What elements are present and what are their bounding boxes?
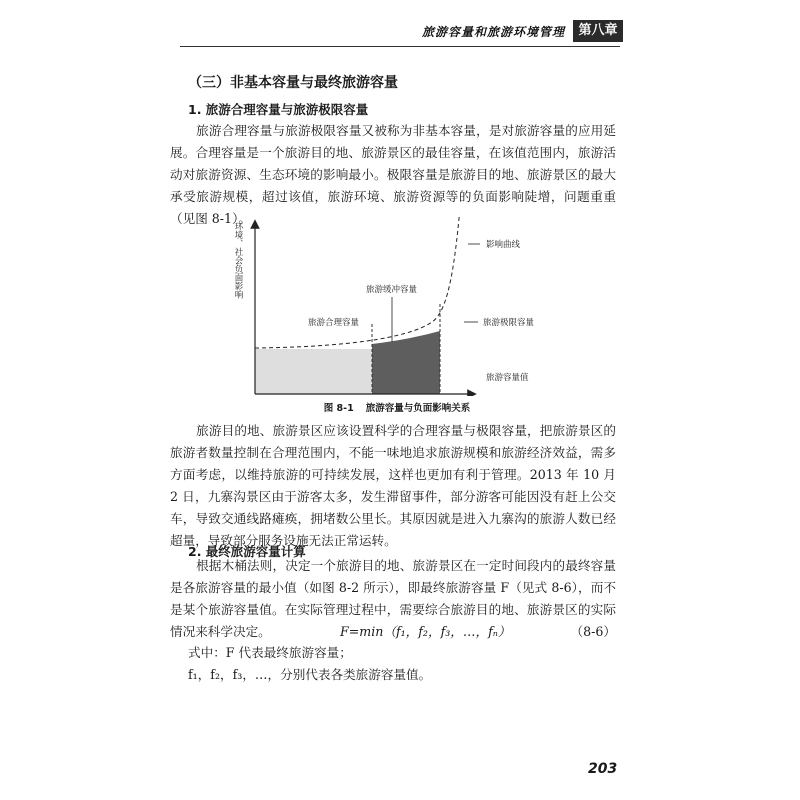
section-heading: （三）非基本容量与最终旅游容量 [188,75,398,91]
page-number: 203 [588,761,618,777]
figure-8-1 [232,214,602,396]
limit-capacity-label: 旅游极限容量 [483,318,535,328]
paragraph-2: 旅游目的地、旅游景区应该设置科学的合理容量与极限容量，把旅游景区的旅游者数量控制在合理范围内，不能一味地追求旅游规模和旅游经济效益，需多方面考虑，以维持旅游的可持续发展，这样也更加有利于管理。2013 年 10 月 2 日，九寨沟景区由于游客太多，发生滞留事件，部分游客可能因没有赶上公交车，导致交通线路瘫痪，拥堵数公里长。其原因就是进入九寨沟的旅游人数已经超量，导致部分服务设施无法正常运转。 [170,423,616,548]
header-rule [180,46,620,47]
formula-where-1: 式中：F 代表最终旅游容量； [188,645,352,660]
subsection-heading-1: 1. 旅游合理容量与旅游极限容量 [188,102,369,117]
formula-number: （8-6） [570,624,616,639]
buffer-capacity-label: 旅游缓冲容量 [366,285,418,295]
subsection-heading-2: 2. 最终旅游容量计算 [188,544,306,559]
figure-chart [232,214,602,396]
paragraph-3: 根据木桶法则，决定一个旅游目的地、旅游景区在一定时间段内的最终容量是各旅游容量的最小值（如图 8-2 所示），即最终旅游容量 F（见式 8-6），而不是某个旅游容量值。在实际管理过程中，需要综合旅游目的地、旅游景区的实际情况来科学决定。 [170,558,616,639]
curve-label: 影响曲线 [486,240,521,250]
y-axis-label: 环境、社会负面影响 [233,222,243,299]
reasonable-region [255,349,372,394]
formula-expression: F=min（f₁，f₂，f₃，…，fₙ） [340,624,511,639]
reasonable-capacity-label: 旅游合理容量 [308,318,360,328]
paragraph-1: 旅游合理容量与旅游极限容量又被称为非基本容量，是对旅游容量的应用延展。合理容量是一个旅游目的地、旅游景区的最佳容量，在该值范围内，旅游活动对旅游资源、生态环境的影响最小。极限容量是旅游目的地、旅游景区的最大承受旅游规模，超过该值，旅游环境、旅游资源等的负面影响陡增，问题重重（见图 8-1）。 [170,123,616,226]
x-axis-label: 旅游容量值 [486,373,529,383]
formula-where-2: f₁，f₂，f₃，…，分别代表各类旅游容量值。 [188,667,432,682]
running-header-title: 旅游容量和旅游环境管理 [421,25,565,39]
formula-8-6 [170,621,616,643]
chapter-badge: 第八章 [573,20,623,42]
buffer-region [372,331,440,394]
figure-caption: 图 8-1 旅游容量与负面影响关系 [323,403,471,414]
